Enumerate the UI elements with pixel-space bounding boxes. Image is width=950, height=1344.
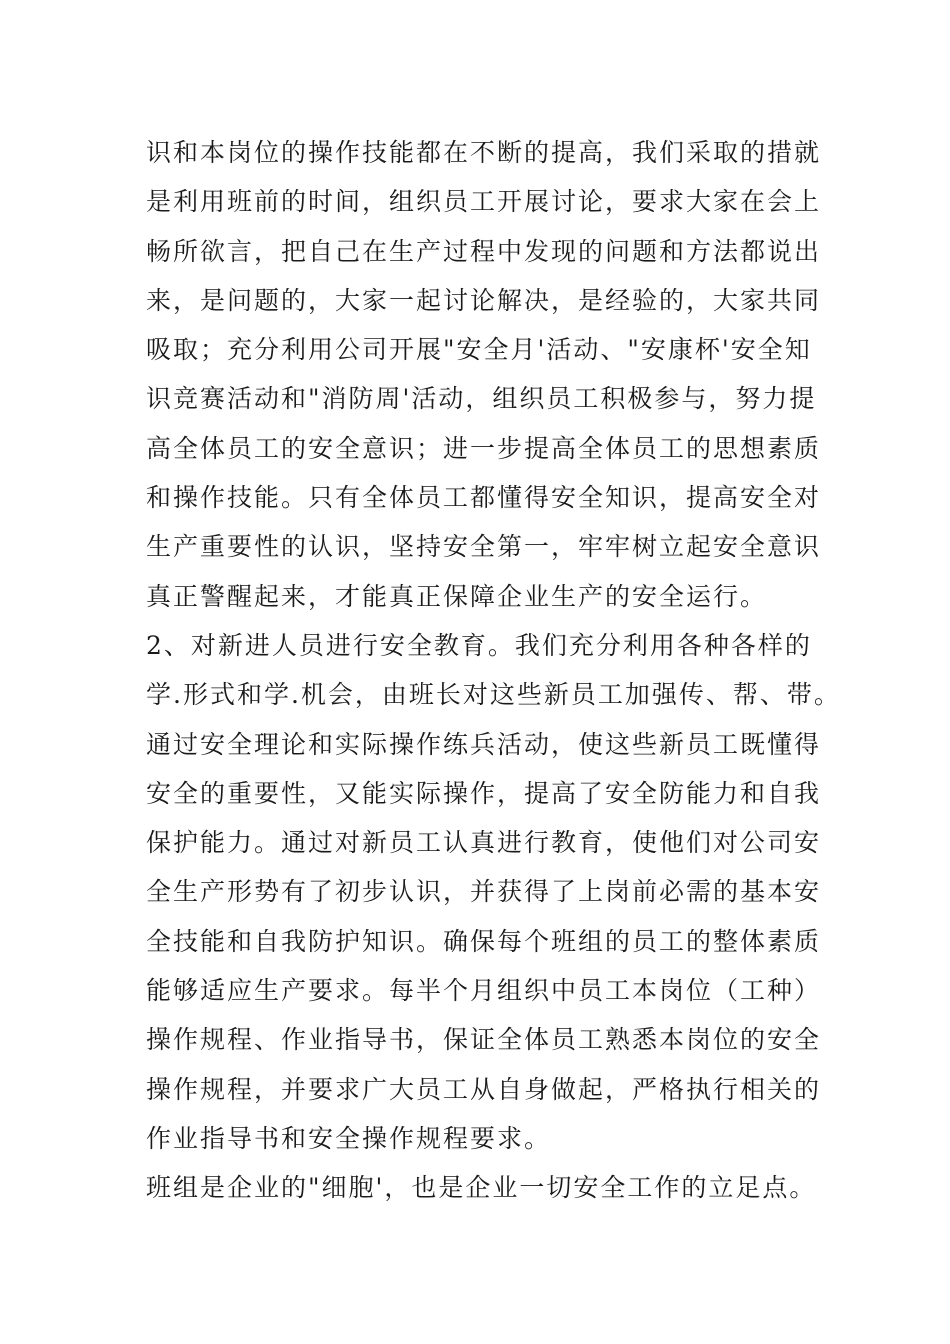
text-line: 安全的重要性，又能实际操作，提高了安全防能力和自我 (146, 778, 822, 808)
text-line: 识竞赛活动和"消防周'活动，组织员工积极参与，努力提 (146, 384, 817, 414)
text-line: 操作规程、作业指导书，保证全体员工熟悉本岗位的安全 (146, 1025, 822, 1055)
body-text (146, 128, 846, 1213)
text-line: 生产重要性的认识，坚持安全第一，牢牢树立起安全意识 (146, 532, 822, 562)
text-line: 全生产形势有了初步认识，并获得了上岗前必需的基本安 (146, 877, 822, 907)
text-line: 学.形式和学.机会，由班长对这些新员工加强传、帮、带。 (146, 680, 841, 710)
text-line: 全技能和自我防护知识。确保每个班组的员工的整体素质 (146, 926, 822, 956)
text-line: 高全体员工的安全意识；进一步提高全体员工的思想素质 (146, 433, 822, 463)
text-line: 通过安全理论和实际操作练兵活动，使这些新员工既懂得 (146, 729, 822, 759)
text-line: 能够适应生产要求。每半个月组织中员工本岗位（工种） (146, 976, 822, 1006)
text-line: 畅所欲言，把自己在生产过程中发现的问题和方法都说出 (146, 236, 822, 266)
text-line: 是利用班前的时间，组织员工开展讨论，要求大家在会上 (146, 187, 822, 217)
text-line: 来，是问题的，大家一起讨论解决，是经验的，大家共同 (146, 285, 822, 315)
text-line: 和操作技能。只有全体员工都懂得安全知识，提高安全对 (146, 483, 822, 513)
text-line: 班组是企业的"细胞'，也是企业一切安全工作的立足点。 (146, 1173, 817, 1203)
text-line: 2、对新进人员进行安全教育。我们充分利用各种各样的 (146, 630, 812, 660)
text-line: 操作规程，并要求广大员工从自身做起，严格执行相关的 (146, 1074, 822, 1104)
text-line: 识和本岗位的操作技能都在不断的提高，我们采取的措就 (146, 138, 822, 167)
text-line: 真正警醒起来，才能真正保障企业生产的安全运行。 (146, 581, 768, 611)
text-line: 作业指导书和安全操作规程要求。 (146, 1123, 552, 1153)
text-line: 吸取；充分利用公司开展"安全月'活动、"安康杯'安全知 (146, 335, 812, 365)
text-line: 保护能力。通过对新员工认真进行教育，使他们对公司安 (146, 828, 822, 858)
